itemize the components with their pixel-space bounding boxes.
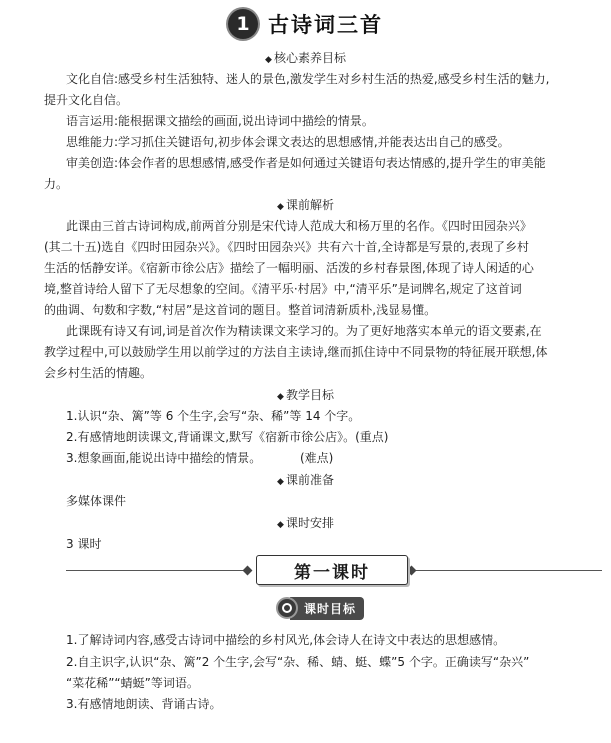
core-item-3: 思维能力:学习抓住关键语句,初步体会课文表达的思想感情,并能表达出自己的感受。 [66,135,510,149]
analysis-p1-line: 境,整首诗给人留下了无尽想象的空间。《清平乐·村居》中,“清平乐”是词牌名,规定了这首词 [44,282,522,296]
divider-right [412,570,602,571]
goal-item-note: (难点) [300,451,334,465]
analysis-p1-line: 生活的恬静安详。《宿新市徐公店》描绘了一幅明丽、活泼的乡村春景图,体现了诗人闲适的心 [44,261,534,275]
diamond-icon: ◆ [277,477,284,487]
goal-item: 1.认识“杂、篱”等 6 个生字,会写“杂、稀”等 14 个字。 [66,409,361,423]
analysis-p1-line: 此课由三首古诗词构成,前两首分别是宋代诗人范成大和杨万里的名作。《四时田园杂兴》 [66,219,532,233]
goal-item: 2.有感情地朗读课文,背诵课文,默写《宿新市徐公店》。(重点) [66,430,389,444]
core-item-4-line-1: 审美创造:体会作者的思想感情,感受作者是如何通过关键语句表达情感的,提升学生的审美能 [66,156,546,170]
goal-item: 3.想象画面,能说出诗中描绘的情景。 [66,451,262,465]
lesson-goals-label: 课时目标 [290,597,364,620]
diamond-icon: ◆ [265,55,272,65]
core-item-1-line-1: 文化自信:感受乡村生活独特、迷人的景色,激发学生对乡村生活的热爱,感受乡村生活的魅力, [66,72,550,86]
schedule-text: 3 课时 [66,537,102,551]
analysis-p2-line: 此课既有诗又有词,词是首次作为精读课文来学习的。为了更好地落实本单元的语文要素,在 [66,324,542,338]
analysis-heading: ◆ 课前解析 [277,198,334,212]
lesson-goal-item: 2.自主识字,认识“杂、篱”2 个生字,会写“杂、稀、蜻、蜓、蝶”5 个字。正确读写“杂兴” [66,655,530,669]
goals-heading: ◆ 教学目标 [277,388,334,402]
prep-heading: ◆ 课前准备 [277,473,334,487]
lesson-title: 古诗词三首 [268,13,383,37]
lesson-goal-item: 3.有感情地朗读、背诵古诗。 [66,697,222,711]
divider-dot-right [407,566,417,576]
diamond-icon: ◆ [277,392,284,402]
target-icon [276,597,298,619]
lesson-number-badge: 1 [228,9,258,39]
prep-text: 多媒体课件 [66,494,127,508]
core-heading: ◆ 核心素养目标 [265,51,346,65]
lesson-goal-item: “菜花稀”“蜻蜓”等词语。 [66,676,199,690]
core-item-4-line-2: 力。 [44,177,69,191]
core-item-1-line-2: 提升文化自信。 [44,93,129,107]
lesson-period-title: 第一课时 [256,555,408,585]
schedule-heading: ◆ 课时安排 [277,516,334,530]
analysis-p2-line: 会乡村生活的情趣。 [44,366,153,380]
page-title [0,7,611,41]
divider-dot-left [243,566,253,576]
divider-left [66,570,252,571]
diamond-icon: ◆ [277,520,284,530]
analysis-p1-line: (其二十五)选自《四时田园杂兴》。《四时田园杂兴》共有六十首,全诗都是写景的,表现了乡村 [44,240,529,254]
lesson-goal-item: 1.了解诗词内容,感受古诗词中描绘的乡村风光,体会诗人在诗文中表达的思想感情。 [66,633,506,647]
diamond-icon: ◆ [277,202,284,212]
analysis-p1-line: 的曲调、句数和字数,“村居”是这首词的题目。整首词清新质朴,浅显易懂。 [44,303,437,317]
lesson-goals-badge [276,597,364,619]
analysis-p2-line: 教学过程中,可以鼓励学生用以前学过的方法自主读诗,继而抓住诗中不同景物的特征展开联想,体 [44,345,548,359]
core-item-2: 语言运用:能根据课文描绘的画面,说出诗词中描绘的情景。 [66,114,374,128]
